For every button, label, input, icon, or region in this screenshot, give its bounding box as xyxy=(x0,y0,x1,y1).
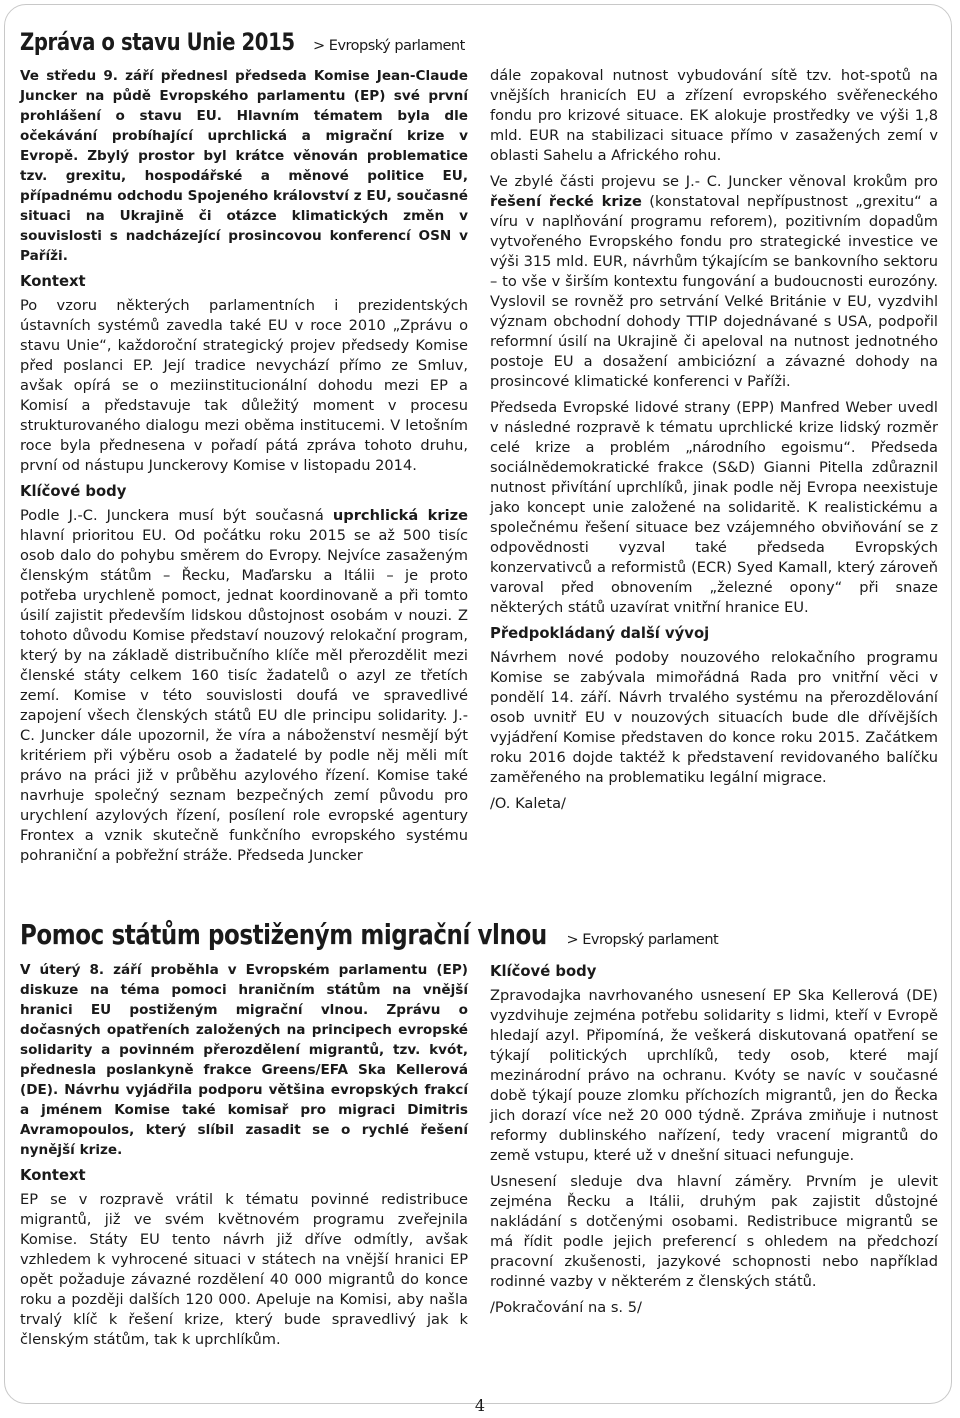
article2-headline: Pomoc státům postiženým migrační vlnou xyxy=(20,918,547,951)
article2-key-heading: Klíčové body xyxy=(490,963,597,980)
article2-lead: V úterý 8. září proběhla v Evropském parlamentu (EP) diskuze na téma pomoci hraničním státům na vnější hranici EU postiženým migrační vlnou. Zprávu o dočasných opatřeních založených na principech evropské solidarity a povinném přerozdělení migrantů, tzv. kvót, přednesla poslankyně frakce Greens/EFA Ska Kellerová (DE). Návrhu vyjádřila podporu většina evropských frakcí a jménem Komise také komisař pro migraci Dimitris Avramopoulos, který slíbil zasadit se o rychlé řešení nynější krize. xyxy=(20,962,468,1158)
article2-context-heading: Kontext xyxy=(20,1167,86,1184)
article1-context-text: Po vzoru některých parlamentních i prezidentských ústavních systémů zavedla také EU v roce 2010 „Zprávu o stavu Unie“, každoroční strategický projev předsedy Komise před poslanci EP. Její tradice nevychází přímo ze Smluv, avšak opírá se o meziinstitucionální dohodu mezi EP a Komisí a představuje tak důležitý moment v procesu strukturovaného dialogu mezi oběma institucemi. V letošním roce byla přednesena v pořadí pátá zpráva tohoto druhu, první od nástupu Junckerovy Komise v listopadu 2014. xyxy=(20,297,468,474)
article2-context-text: EP se v rozpravě vrátil k tématu povinné redistribuce migrantů, již ve svém květnovém programu zveřejnila Komise. Státy EU tento návrh již dříve odmítly, avšak vzhledem k vyhrocené situaci v státech na vnější hranici EP opět požaduje závazné rozdělení 40 000 migrantů do konce roku a později dalších 120 000. Apeluje na Komisi, aby našla trvalý klíč k řešení krize, který bude spravedlivý jak k členským státům, tak k uprchlíkům. xyxy=(20,1191,468,1348)
article1-key-text: Podle J.-C. Junckera musí být současná uprchlická krize hlavní prioritou EU. Od počátku roku 2015 se až 500 tisíc osob dalo do pohybu směrem do Evropy. Nejvíce zasaženým členským státům – Řecku, Maďarsku a Itálii – je proto potřeba urychleně pomoct, jednat koordinovaně a při tomto úsilí zajistit především lidskou důstojnost osobám v nouzi. Z tohoto důvodu Komise představí nouzový relokační program, který by na základě distribučního klíče měl přerozdělit mezi členské státy celkem 160 tisíc žadatelů o azyl ze třetích zemí. Komise v této souvislosti doufá ve spravedlivé zapojení všech členských států EU dle principu solidarity. J.-C. Juncker dále upozornil, že víra a náboženství nesmějí být kritériem při výběru osob a žadatelé by podle něj měli mít právo na práci již v průběhu azylového řízení. Komise také navrhuje společný seznam bezpečných zemí původu pro urychlení azylových řízení, posílení role evropské agentury Frontex a vznik skutečně funkčního evropského systému pohraniční a pobřežní stráže. Předseda Juncker xyxy=(20,507,468,864)
article1-outlook-heading: Předpokládaný další vývoj xyxy=(490,625,710,642)
article1-section: > Evropský parlament xyxy=(308,38,465,54)
article1-key-heading: Klíčové body xyxy=(20,483,127,500)
article2-left-column xyxy=(20,960,468,1356)
article2-continued: /Pokračování na s. 5/ xyxy=(490,1299,642,1316)
article2-right-p2: Usnesení sleduje dva hlavní záměry. Prvním je ulevit zejména Řecku a Itálii, druhým pak zajistit důstojné nakládání s dotčenými osobami. Redistribuce migrantů se má řídit podle jejich preferencí s ohledem na předchozí pracovní zkušenosti, jazykové schopnosti nebo například rodinné vazby v některém z členských států. xyxy=(490,1173,938,1290)
article1-right-column xyxy=(490,66,938,820)
article1-right-bold: řešení řecké krize xyxy=(490,193,642,210)
article2-title xyxy=(20,918,818,951)
article1-signature: /O. Kaleta/ xyxy=(490,795,566,812)
article2-right-p1: Zpravodajka navrhovaného usnesení EP Ska Kellerová (DE) vyzdvihuje zejména potřebu solidarity s lidmi, kteří v Evropě hledají azyl. Připomíná, že veškerá diskutovaná opatření se týkají politických uprchlíků, tedy osob, které mají mezinárodní právo na ochranu. Kvóty se navíc v současné době týkají pouze zlomku příchozích migrantů, jen do Řecka jich dorazí více než 20 000 týdně. Zpráva zmiňuje i nutnost reformy dublinského nařízení, tedy vracení migrantů do země vstupu, které už v dnešní situaci nefunguje. xyxy=(490,987,938,1164)
article1-lead: Ve středu 9. září přednesl předseda Komise Jean-Claude Juncker na půdě Evropského parlamentu (EP) své první prohlášení o stavu EU. Hlavním tématem byla dle očekávání probíhající uprchlická a migrační krize v Evropě. Zbylý prostor byl krátce věnován problematice tzv. grexitu, hospodářské a měnové politice EU, případnému odchodu Spojeného království z EU, současné situaci na Ukrajině či otázce klimatických změn v souvislosti s nadcházející prosincovou konferencí OSN v Paříži. xyxy=(20,68,468,264)
article2-right-column xyxy=(490,960,938,1324)
article1-title xyxy=(20,28,511,56)
article1-right-p4: Návrhem nové podoby nouzového relokačního programu Komise se zabývala mimořádná Rada pro vnitřní věci v pondělí 14. září. Návrh trvalého systému na přerozdělování osob uvnitř EU v nouzových situacích bude dle dřívějších vyjádření Komise představen do konce roku 2015. Začátkem roku 2016 dojde taktéž k představení revidovaného balíčku zaměřeného na problematiku legální migrace. xyxy=(490,649,938,786)
page-number: 4 xyxy=(474,1396,486,1415)
article1-context-heading: Kontext xyxy=(20,273,86,290)
article1-right-p3: Předseda Evropské lidové strany (EPP) Manfred Weber uvedl v následné rozpravě k tématu uprchlické krize lidský rozměr celé krize a problém „národního egoismu“. Předseda sociálnědemokratické frakce (S&D) Gianni Pitella zdůraznil nutnost přivítání uprchlíků, jinak podle něj Evropa neexistuje jako koncept unie založené na solidaritě. K realistickému a společnému řešení situace bez vzájemného obviňování se z odpovědnosti vyzval také předseda Evropských konzervativců a reformistů (ECR) Syed Kamall, který zároveň varoval před obnovením „železné opony“ při snaze některých států uzavírat vnitřní hranice EU. xyxy=(490,399,938,616)
article1-left-column xyxy=(20,66,468,872)
article1-headline: Zpráva o stavu Unie 2015 xyxy=(20,28,295,56)
article1-key-bold: uprchlická krize xyxy=(332,507,468,524)
article2-section: > Evropský parlament xyxy=(562,932,719,948)
article1-right-p1: dále zopakoval nutnost vybudování sítě tzv. hot-spotů na vnějších hranicích EU a zřízení evropského svěřeneckého fondu pro krizové situace. EK alokuje prostředky ve výši 1,8 mld. EUR na stabilizaci situace přímo v zasažených zemí v oblasti Sahelu a Afrického rohu. xyxy=(490,67,938,164)
article1-right-p2: Ve zbylé části projevu se J.- C. Juncker věnoval krokům pro řešení řecké krize (konstatoval nepřípustnost „grexitu“ a víru v naplňování programu reforem), pozitivním dopadům vytvořeného Evropského fondu pro strategické investice ve výši 315 mld. EUR, návrhům týkajícím se bankovního sektoru – to vše v širším kontextu fungování a budoucnosti eurozóny. Vyslovil se rovněž pro setrvání Velké Británie v EU, vyzdvihl význam obchodní dohody TTIP dojednávané s USA, podpořil reformní úsilí na Ukrajině či apeloval na nutnost jednotného postoje EU a dosažení ambiciózní a závazné dohody na prosincové klimatické konferenci v Paříži. xyxy=(490,173,938,390)
